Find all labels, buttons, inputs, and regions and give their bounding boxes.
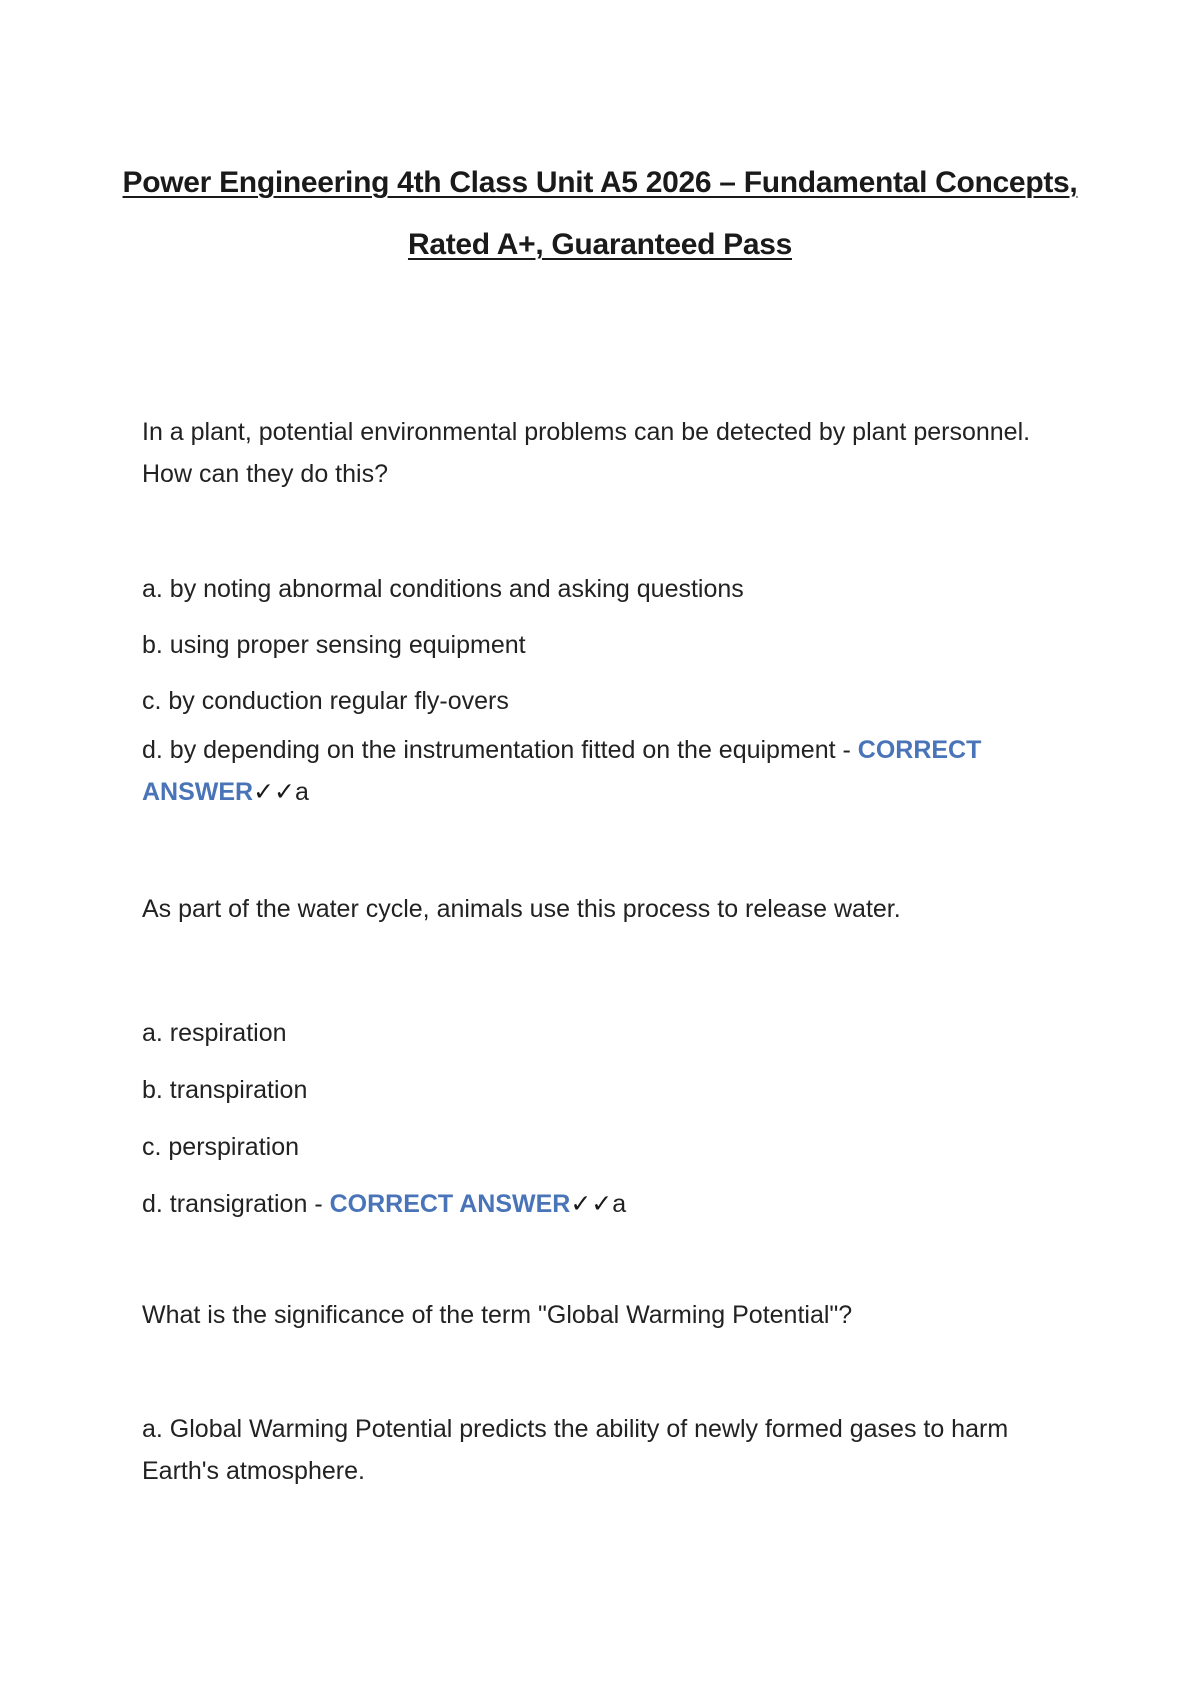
correct-answer-label: CORRECT ANSWER (142, 736, 982, 806)
correct-answer-label: CORRECT ANSWER (329, 1190, 571, 1218)
question-2-options (142, 1005, 1082, 1233)
document-title (100, 152, 1100, 276)
question-1-text: In a plant, potential environmental problems can be detected by plant personnel. How can they do this? (142, 418, 1031, 488)
option-2a: a. respiration (142, 1019, 287, 1047)
option-2c: c. perspiration (142, 1133, 300, 1161)
question-1-options (142, 561, 1082, 729)
option-1c: c. by conduction regular fly-overs (142, 687, 509, 715)
title-line-1: Power Engineering 4th Class Unit A5 2026 – Fundamental Concepts, (122, 166, 1078, 199)
option-2d: d. transigration - CORRECT ANSWER✓✓a (142, 1190, 627, 1218)
answer-letter: a (612, 1190, 627, 1218)
option-1b: b. using proper sensing equipment (142, 631, 526, 659)
question-2-text: As part of the water cycle, animals use this process to release water. (142, 895, 901, 923)
title-line-2: Rated A+, Guaranteed Pass (407, 228, 793, 261)
check-marks-icon: ✓✓ (253, 778, 296, 806)
option-1a: a. by noting abnormal conditions and asking questions (142, 575, 744, 603)
question-3-text: What is the significance of the term "Global Warming Potential"? (142, 1301, 853, 1329)
option-3a: a. Global Warming Potential predicts the ability of newly formed gases to harm Earth's atmosphere. (142, 1415, 1009, 1485)
option-1d: d. by depending on the instrumentation fitted on the equipment - CORRECT ANSWER✓✓a (142, 736, 982, 806)
answer-letter: a (295, 778, 309, 806)
check-marks-icon: ✓✓ (570, 1190, 613, 1218)
option-2b: b. transpiration (142, 1076, 308, 1104)
